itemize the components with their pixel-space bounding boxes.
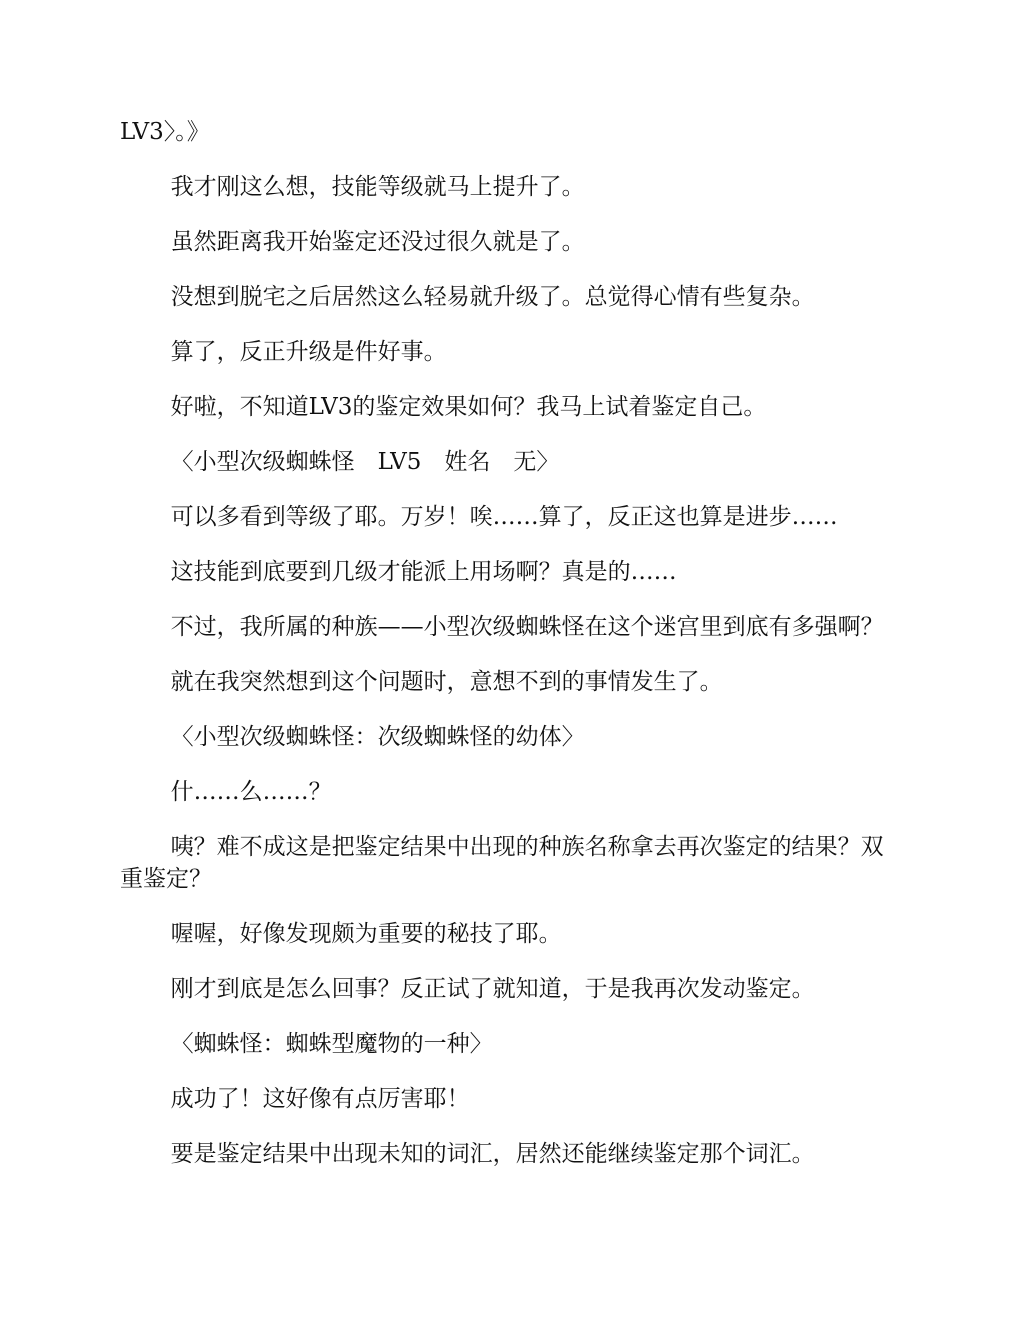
paragraph: 〈小型次级蜘蛛怪：次级蜘蛛怪的幼体〉 bbox=[170, 724, 585, 750]
paragraph: 没想到脱宅之后居然这么轻易就升级了。总觉得心情有些复杂。 bbox=[170, 284, 815, 310]
paragraph: 喔喔，好像发现颇为重要的秘技了耶。 bbox=[170, 921, 562, 947]
paragraph: 成功了！这好像有点厉害耶！ bbox=[170, 1086, 470, 1112]
paragraph: 算了，反正升级是件好事。 bbox=[170, 339, 447, 365]
paragraph: 什……么……？ bbox=[170, 779, 332, 805]
paragraph: 我才刚这么想，技能等级就马上提升了。 bbox=[170, 174, 585, 200]
body-text bbox=[120, 116, 900, 1193]
paragraph: 〈小型次级蜘蛛怪 LV5 姓名 无〉 bbox=[170, 449, 560, 475]
paragraph: 就在我突然想到这个问题时，意想不到的事情发生了。 bbox=[170, 669, 723, 695]
paragraph: 可以多看到等级了耶。万岁！唉……算了，反正这也算是进步…… bbox=[170, 504, 838, 530]
paragraph: 〈蜘蛛怪：蜘蛛型魔物的一种〉 bbox=[170, 1031, 493, 1057]
paragraph: 刚才到底是怎么回事？反正试了就知道，于是我再次发动鉴定。 bbox=[170, 976, 815, 1002]
paragraph: 好啦，不知道LV3的鉴定效果如何？我马上试着鉴定自己。 bbox=[170, 394, 767, 420]
paragraph: LV3〉。》 bbox=[120, 119, 210, 145]
paragraph: 虽然距离我开始鉴定还没过很久就是了。 bbox=[170, 229, 585, 255]
paragraph: 咦？难不成这是把鉴定结果中出现的种族名称拿去再次鉴定的结果？双重鉴定？ bbox=[120, 834, 884, 892]
paragraph: 要是鉴定结果中出现未知的词汇，居然还能继续鉴定那个词汇。 bbox=[170, 1141, 815, 1167]
paragraph: 这技能到底要到几级才能派上用场啊？真是的…… bbox=[170, 559, 677, 585]
paragraph: 不过，我所属的种族——小型次级蜘蛛怪在这个迷宫里到底有多强啊？ bbox=[170, 614, 884, 640]
